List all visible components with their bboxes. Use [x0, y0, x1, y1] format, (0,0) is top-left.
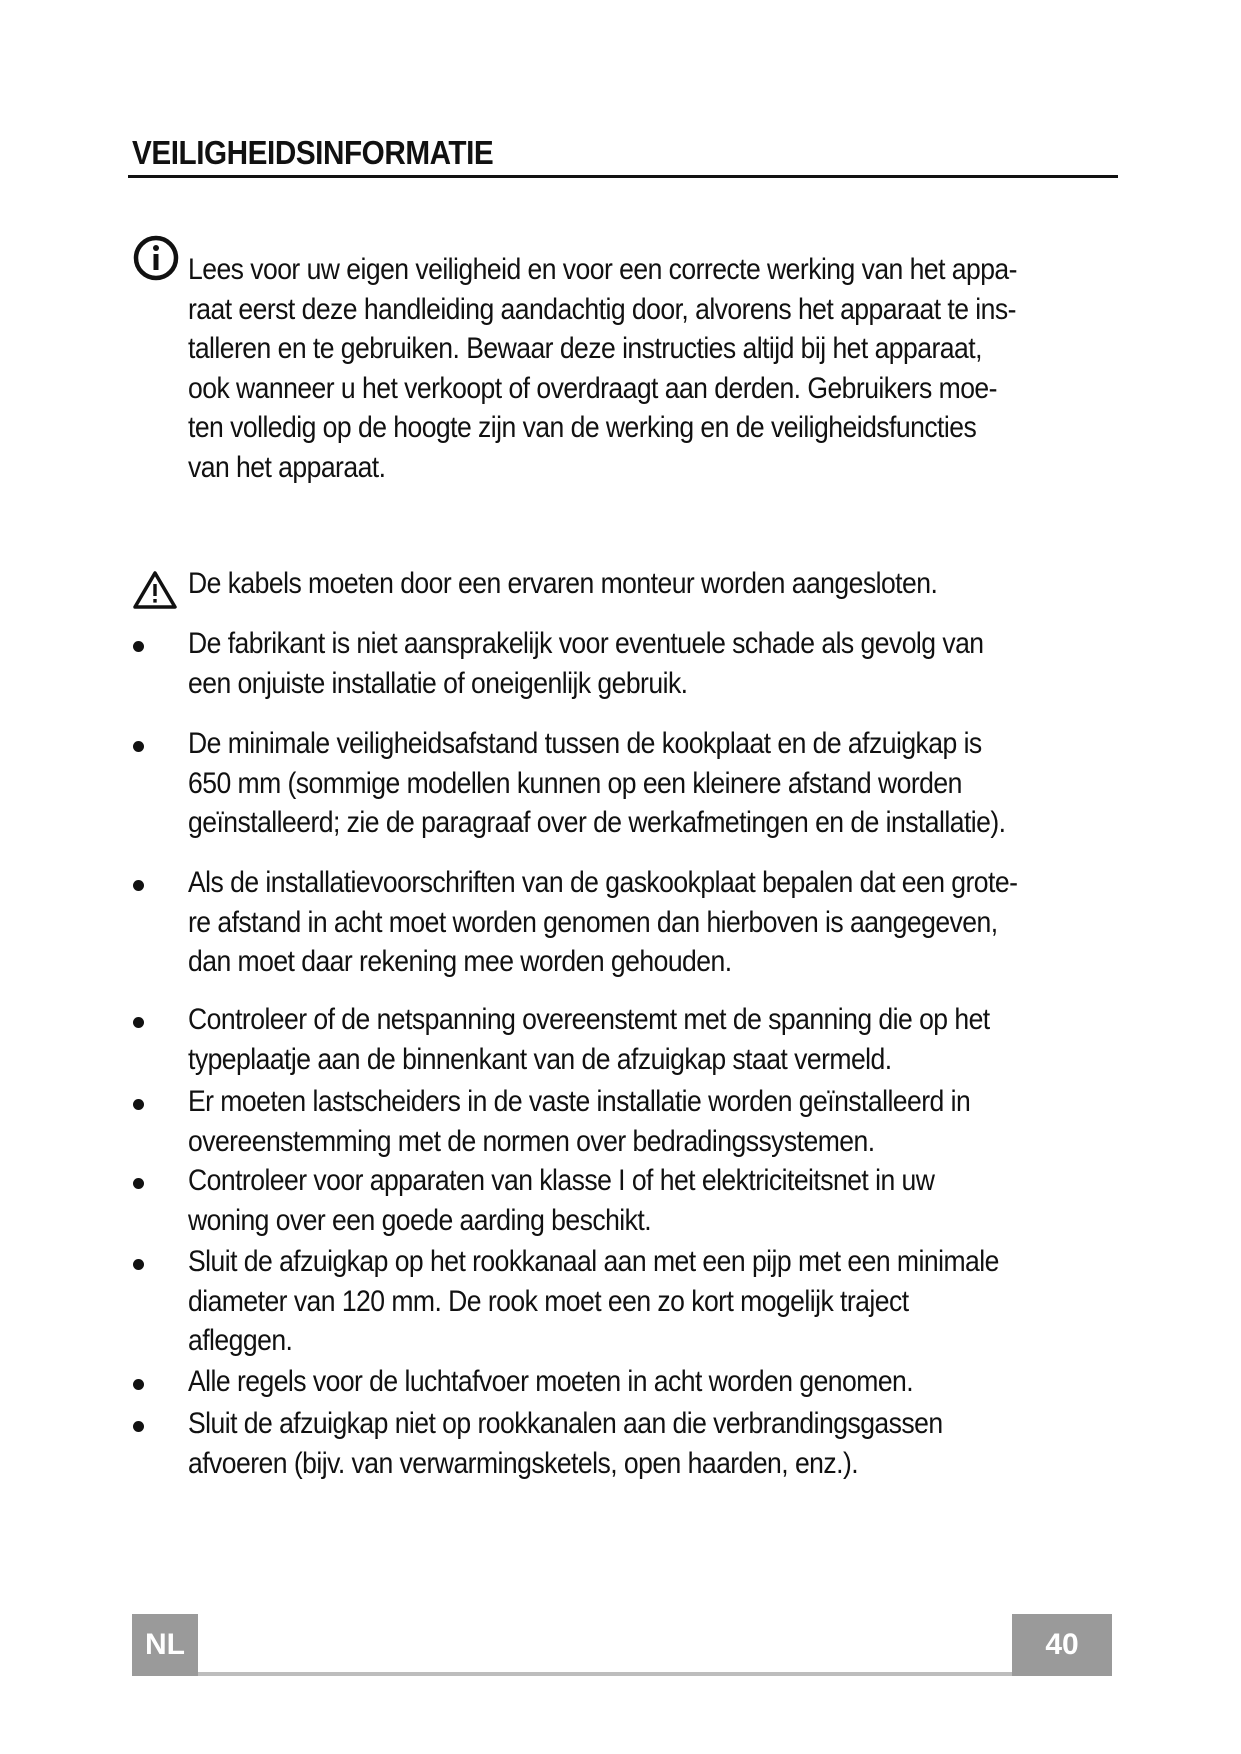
bullet-line: Sluit de afzuigkap op het rookkanaal aan met een pijp met een minimale: [188, 1245, 999, 1278]
bullet-dot: [132, 1177, 146, 1191]
info-line: ten volledig op de hoogte zijn van de werking en de veiligheidsfuncties: [188, 411, 977, 444]
bullet-dot: [132, 879, 146, 893]
bullet-item: [188, 863, 1018, 982]
bullet-dot: [132, 740, 146, 754]
bullet-item: [188, 1000, 998, 1079]
bullet-dot: [132, 1098, 146, 1112]
language-badge: NL: [132, 1614, 198, 1676]
bullet-item: [188, 1161, 998, 1240]
bullet-item: [188, 1242, 998, 1361]
bullet-dot: [132, 1258, 146, 1272]
bullet-line: re afstand in acht moet worden genomen dan hierboven is aangegeven,: [188, 905, 998, 939]
bullet-line: woning over een goede aarding beschikt.: [188, 1203, 652, 1237]
info-line: raat eerst deze handleiding aandachtig door, alvorens het apparaat te ins-: [188, 292, 1016, 326]
bullet-dot: [132, 640, 146, 654]
info-paragraph: [188, 250, 1017, 487]
bullet-line: diameter van 120 mm. De rook moet een zo kort mogelijk traject: [188, 1284, 909, 1318]
bullet-line: Als de installatievoorschriften van de gaskookplaat bepalen dat een grote-: [188, 866, 1018, 899]
bullet-line: een onjuiste installatie of oneigenlijk gebruik.: [188, 666, 688, 700]
bullet-line: De minimale veiligheidsafstand tussen de kookplaat en de afzuigkap is: [188, 727, 982, 760]
bullet-item: [188, 724, 1006, 843]
page-title: VEILIGHEIDSINFORMATIE: [132, 134, 494, 171]
bullet-line: De fabrikant is niet aansprakelijk voor eventuele schade als gevolg van: [188, 627, 984, 660]
info-line: talleren en te gebruiken. Bewaar deze instructies altijd bij het apparaat,: [188, 332, 982, 365]
info-line: Lees voor uw eigen veiligheid en voor een correcte werking van het appa-: [188, 253, 1017, 286]
warning-text: [188, 564, 998, 604]
title-underline: [128, 175, 1118, 178]
bullet-line: typeplaatje aan de binnenkant van de afzuigkap staat vermeld.: [188, 1042, 892, 1076]
warning-line: De kabels moeten door een ervaren monteur worden aangesloten.: [188, 567, 938, 600]
footer-rule: [132, 1672, 1112, 1676]
bullet-line: Alle regels voor de luchtafvoer moeten in acht worden genomen.: [188, 1365, 914, 1398]
bullet-line: Controleer of de netspanning overeenstemt met de spanning die op het: [188, 1003, 990, 1036]
page-number: 40: [1012, 1614, 1112, 1676]
bullet-line: Er moeten lastscheiders in de vaste installatie worden geïnstalleerd in: [188, 1085, 971, 1118]
bullet-line: Controleer voor apparaten van klasse I of het elektriciteitsnet in uw: [188, 1164, 935, 1197]
warning-icon: [132, 570, 178, 610]
bullet-line: 650 mm (sommige modellen kunnen op een kleinere afstand worden: [188, 766, 962, 800]
info-line: van het apparaat.: [188, 450, 386, 484]
bullet-item: [188, 1362, 998, 1402]
bullet-line: dan moet daar rekening mee worden gehouden.: [188, 945, 732, 978]
bullet-item: [188, 1082, 998, 1161]
bullet-line: geïnstalleerd; zie de paragraaf over de werkafmetingen en de installatie).: [188, 806, 1006, 839]
bullet-dot: [132, 1016, 146, 1030]
bullet-dot: [132, 1420, 146, 1434]
bullet-line: Sluit de afzuigkap niet op rookkanalen aan die verbrandingsgassen: [188, 1407, 943, 1440]
info-line: ook wanneer u het verkoopt of overdraagt aan derden. Gebruikers moe-: [188, 371, 997, 405]
bullet-item: [188, 1404, 998, 1483]
bullet-item: [188, 624, 998, 703]
bullet-line: afleggen.: [188, 1324, 293, 1357]
bullet-dot: [132, 1378, 146, 1392]
bullet-line: afvoeren (bijv. van verwarmingsketels, open haarden, enz.).: [188, 1446, 859, 1480]
info-icon: [132, 234, 180, 282]
bullet-line: overeenstemming met de normen over bedradingssystemen.: [188, 1124, 875, 1158]
